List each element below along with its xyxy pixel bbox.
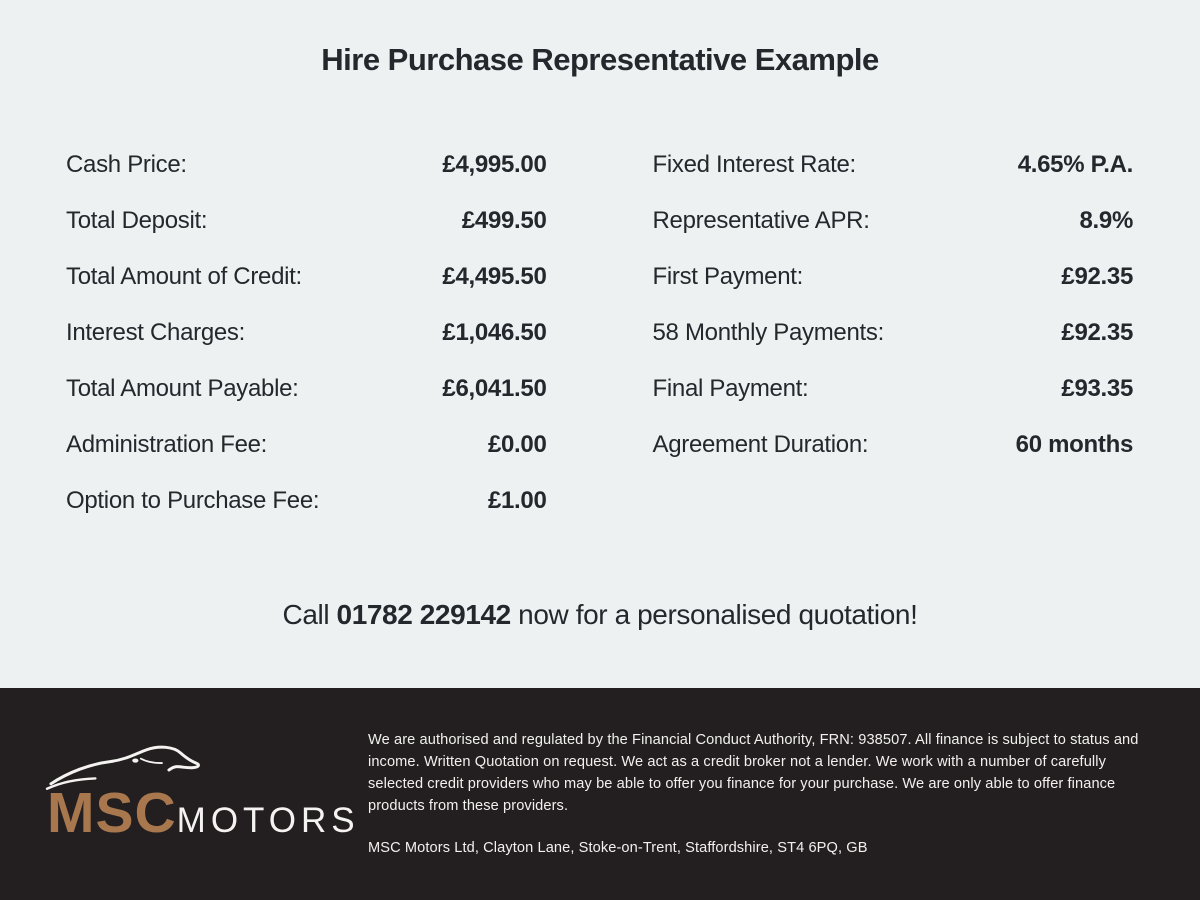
company-address: MSC Motors Ltd, Clayton Lane, Stoke-on-Trent, Staffordshire, ST4 6PQ, GB: [368, 840, 868, 856]
total-deposit-value: £499.50: [461, 207, 547, 234]
monthly-payments-value: £92.35: [1061, 319, 1133, 346]
total-amount-payable-value: £6,041.50: [442, 375, 547, 402]
option-to-purchase-fee-label: Option to Purchase Fee:: [66, 487, 320, 514]
fixed-interest-rate-label: Fixed Interest Rate:: [652, 151, 856, 178]
row-option-to-purchase-fee: [66, 473, 547, 529]
finance-table-left-column: [66, 137, 547, 529]
row-monthly-payments: [653, 305, 1134, 361]
administration-fee-label: Administration Fee:: [66, 431, 268, 458]
row-total-amount-payable: [66, 361, 547, 417]
row-representative-apr: [653, 193, 1134, 249]
interest-charges-label: Interest Charges:: [66, 319, 245, 346]
cash-price-label: Cash Price:: [66, 151, 187, 178]
agreement-duration-value: 60 months: [1015, 431, 1133, 458]
row-fixed-interest-rate: [653, 137, 1134, 193]
page-title: Hire Purchase Representative Example: [321, 42, 879, 77]
row-total-deposit: [66, 193, 547, 249]
row-administration-fee: [66, 417, 547, 473]
logo-motors-text: MOTORS: [176, 801, 360, 840]
representative-apr-label: Representative APR:: [652, 207, 870, 234]
msc-motors-logo: [45, 746, 360, 845]
agreement-duration-label: Agreement Duration:: [652, 431, 869, 458]
total-deposit-label: Total Deposit:: [66, 207, 208, 234]
total-amount-of-credit-label: Total Amount of Credit:: [66, 263, 302, 290]
cash-price-value: £4,995.00: [442, 151, 547, 178]
cta-suffix: now for a personalised quotation!: [510, 599, 918, 630]
final-payment-value: £93.35: [1061, 375, 1133, 402]
row-final-payment: [653, 361, 1134, 417]
fixed-interest-rate-value: 4.65% P.A.: [1017, 151, 1133, 178]
first-payment-label: First Payment:: [652, 263, 803, 290]
row-first-payment: [653, 249, 1134, 305]
finance-table: [66, 137, 1133, 529]
row-interest-charges: [66, 305, 547, 361]
first-payment-value: £92.35: [1061, 263, 1133, 290]
final-payment-label: Final Payment:: [652, 375, 809, 402]
interest-charges-value: £1,046.50: [442, 319, 547, 346]
row-agreement-duration: [653, 417, 1134, 473]
fca-legal-text: We are authorised and regulated by the Financial Conduct Authority, FRN: 938507. All finance is subject to status and income. Written Quotation on request. We act as a credit broker not a lender. We work with a number of carefully selected credit providers who may be able to offer you finance for your purchase. We are only able to offer finance products from these providers.: [368, 732, 1139, 814]
phone-number-link[interactable]: 01782 229142: [336, 599, 511, 630]
monthly-payments-label: 58 Monthly Payments:: [652, 319, 884, 346]
cta-prefix: Call: [282, 599, 337, 630]
logo-msc-text: MSC: [47, 781, 177, 845]
footer-text-block: [368, 729, 1158, 859]
total-amount-of-credit-value: £4,495.50: [442, 263, 547, 290]
call-to-action: [0, 599, 1200, 631]
row-total-amount-of-credit: [66, 249, 547, 305]
row-cash-price: [66, 137, 547, 193]
administration-fee-value: £0.00: [487, 431, 547, 458]
total-amount-payable-label: Total Amount Payable:: [66, 375, 299, 402]
option-to-purchase-fee-value: £1.00: [487, 487, 547, 514]
finance-table-right-column: [653, 137, 1134, 529]
footer: [0, 688, 1200, 900]
logo-wordmark: [47, 781, 360, 845]
representative-apr-value: 8.9%: [1079, 207, 1133, 234]
